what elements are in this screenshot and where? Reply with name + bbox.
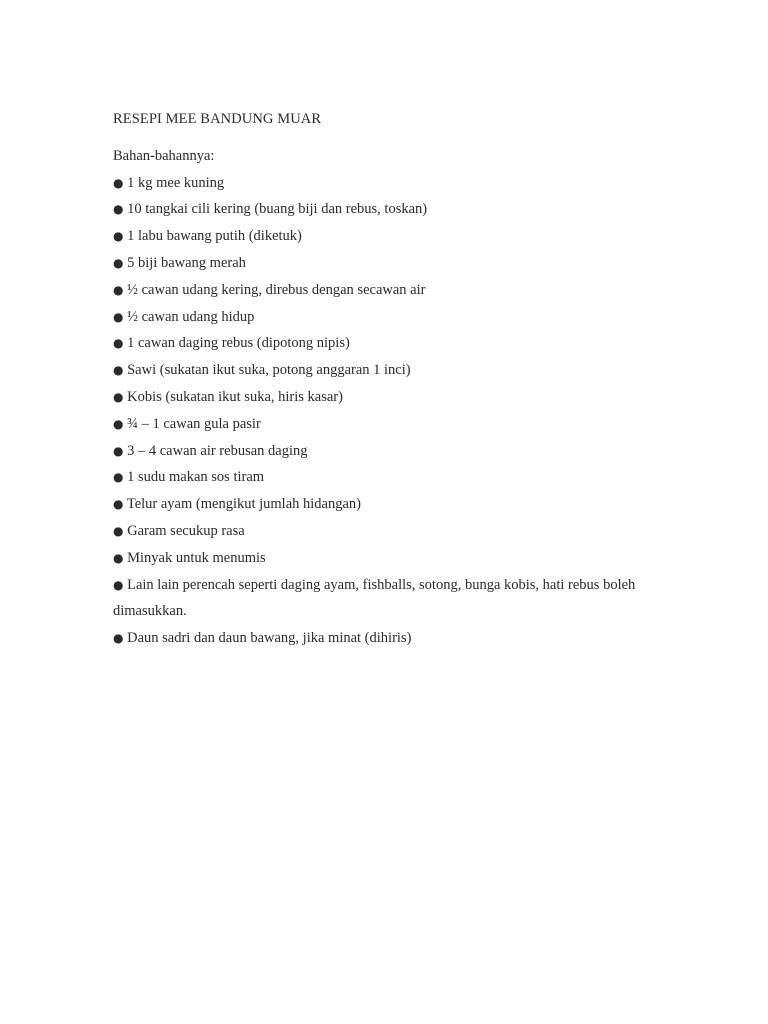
recipe-content (113, 106, 673, 652)
bullet-icon: ● (113, 309, 124, 324)
ingredient-item (113, 196, 673, 223)
ingredient-item (113, 438, 673, 465)
ingredient-text: 1 sudu makan sos tiram (127, 469, 265, 486)
ingredient-item (113, 330, 673, 357)
bullet-icon: ● (113, 202, 124, 217)
ingredient-item (113, 545, 673, 572)
ingredient-text: 10 tangkai cili kering (buang biji dan rebus, toskan) (127, 201, 428, 218)
bullet-icon: ● (113, 416, 124, 431)
ingredient-item (113, 625, 673, 652)
bullet-icon: ● (113, 363, 124, 378)
ingredient-item (113, 464, 673, 491)
ingredient-item (113, 223, 673, 250)
ingredient-item (113, 384, 673, 411)
ingredient-text: 3 – 4 cawan air rebusan daging (127, 442, 308, 459)
ingredient-text: Daun sadri dan daun bawang, jika minat (dihiris) (127, 630, 412, 647)
ingredient-text: 5 biji bawang merah (127, 254, 246, 271)
ingredient-text: ½ cawan udang hidup (127, 308, 255, 325)
bullet-icon: ● (113, 631, 124, 646)
ingredient-text: ¾ – 1 cawan gula pasir (127, 415, 261, 432)
ingredient-text: ½ cawan udang kering, direbus dengan secawan air (127, 281, 426, 298)
bullet-icon: ● (113, 282, 124, 297)
bullet-icon: ● (113, 389, 124, 404)
ingredient-item (113, 572, 673, 626)
bullet-icon: ● (113, 577, 124, 592)
ingredient-item (113, 250, 673, 277)
ingredient-item (113, 304, 673, 331)
bullet-icon: ● (113, 497, 124, 512)
bullet-icon: ● (113, 550, 124, 565)
ingredient-text: Lain lain perencah seperti daging ayam, fishballs, sotong, bunga kobis, hati rebus boleh dimasukkan. (113, 576, 636, 620)
ingredient-text: Kobis (sukatan ikut suka, hiris kasar) (127, 388, 343, 405)
ingredient-text: 1 kg mee kuning (127, 174, 225, 191)
ingredients-list (113, 170, 673, 652)
bullet-icon: ● (113, 229, 124, 244)
bullet-icon: ● (113, 523, 124, 538)
bullet-icon: ● (113, 443, 124, 458)
ingredient-text: Garam secukup rasa (127, 522, 245, 539)
ingredient-text: Sawi (sukatan ikut suka, potong anggaran 1 inci) (127, 362, 411, 379)
ingredients-heading: Bahan-bahannya: (113, 147, 215, 164)
ingredient-item (113, 277, 673, 304)
ingredient-text: Telur ayam (mengikut jumlah hidangan) (126, 496, 361, 513)
ingredient-item (113, 491, 673, 518)
ingredient-item (113, 411, 673, 438)
ingredient-text: Minyak untuk menumis (127, 549, 266, 566)
bullet-icon: ● (113, 255, 124, 270)
ingredient-item (113, 357, 673, 384)
recipe-title: RESEPI MEE BANDUNG MUAR (113, 111, 322, 127)
ingredient-item (113, 518, 673, 545)
bullet-icon: ● (113, 336, 124, 351)
ingredient-text: 1 labu bawang putih (diketuk) (127, 228, 302, 245)
bullet-icon: ● (113, 175, 124, 190)
ingredient-text: 1 cawan daging rebus (dipotong nipis) (127, 335, 350, 352)
ingredient-item (113, 170, 673, 197)
bullet-icon: ● (113, 470, 124, 485)
